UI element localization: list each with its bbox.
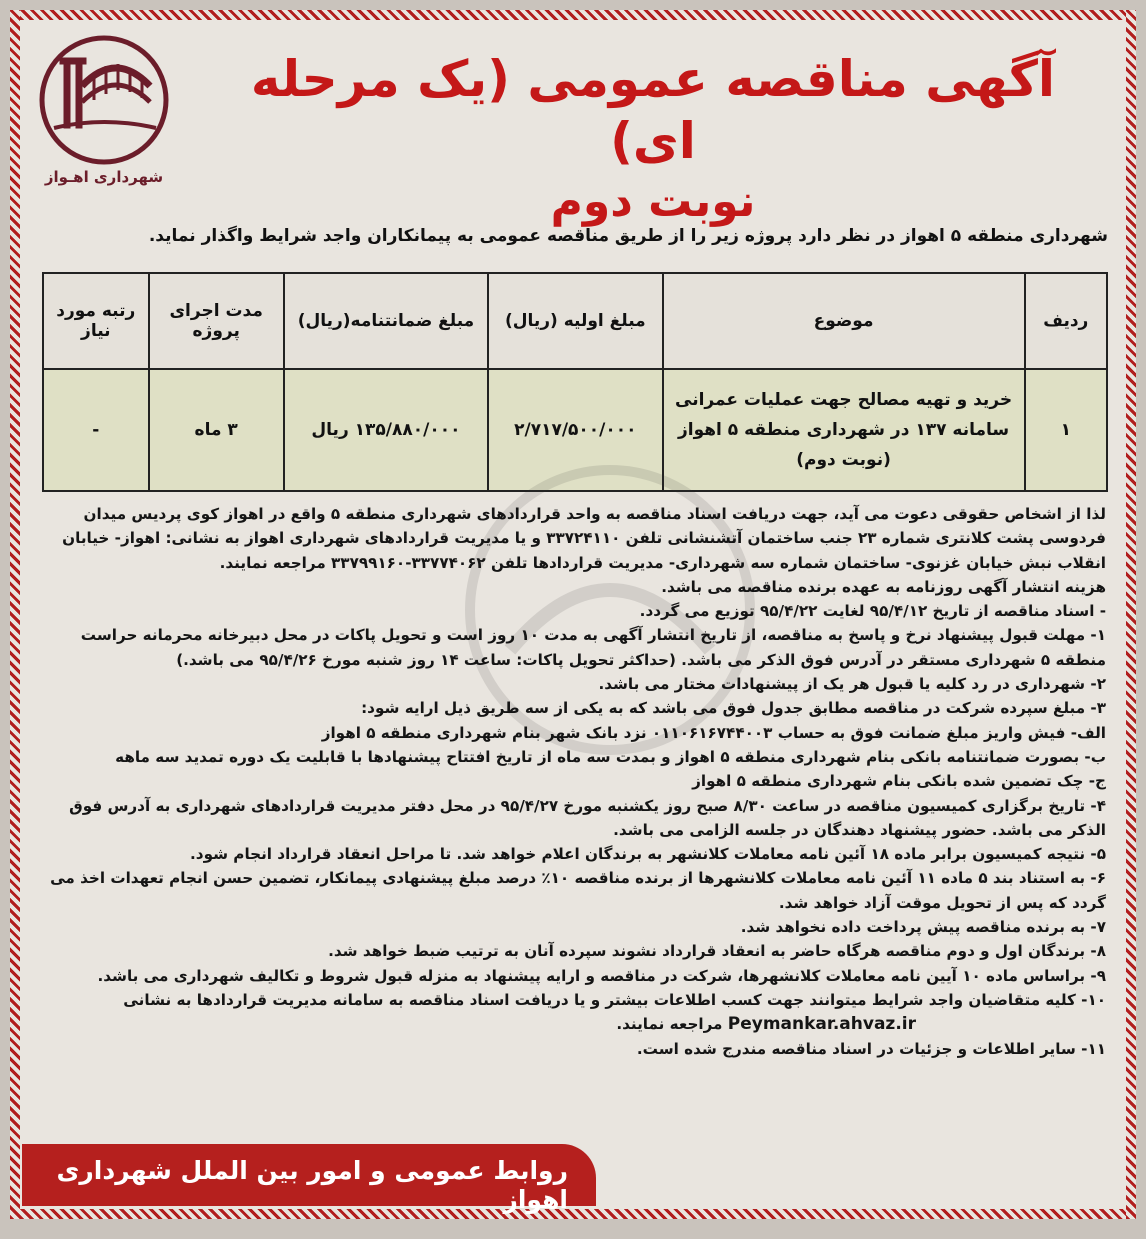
body-paragraph: لذا از اشخاص حقوقی دعوت می آید، جهت دریافت اسناد مناقصه به واحد قراردادهای شهرداری منطقه ۵ واقع در اهواز کوی پردیس میدان فردوسی پشت کلانتری شماره ۲۳ جنب ساختمان آتشنشانی تلفن ۳۳۷۲۴۱۱۰ و یا مدیریت قراردادهای شهرداری اهواز به نشانی: اهواز- خیابان انقلاب نبش خیابان غزنوی- ساختمان شماره سه شهرداری- مدیریت قراردادها تلفن ۳۳۷۷۴۰۶۲-۳۳۷۹۹۱۶۰ مراجعه نمایند. — [62, 505, 1106, 572]
table-header-row — [43, 273, 1107, 369]
body-paragraph: الف- فیش واریز مبلغ ضمانت فوق به حساب ۰۱۱۰۶۱۶۷۴۴۰۰۳ نزد بانک شهر بنام شهرداری منطقه ۵ اهواز — [321, 723, 1106, 742]
cell-subject: خرید و تهیه مصالح جهت عملیات عمرانی سامانه ۱۳۷ در شهرداری منطقه ۵ اهواز (نوبت دوم) — [663, 369, 1025, 491]
notice-body — [36, 502, 1106, 1061]
title-line-1: آگهی مناقصه عمومی (یک مرحله ای) — [250, 50, 1056, 170]
right-border — [1126, 10, 1136, 1219]
body-paragraph: ۹- براساس ماده ۱۰ آیین نامه معاملات کلانشهرها، شرکت در مناقصه و ارایه پیشنهاد به منزله قبول شروط و تکالیف شهرداری می باشد. — [97, 966, 1106, 985]
website-line — [36, 1012, 1106, 1036]
tender-notice-page — [10, 10, 1136, 1219]
footer-text: روابط عمومی و امور بین الملل شهرداری اهواز — [56, 1156, 568, 1214]
cell-initial-amount: ۲/۷۱۷/۵۰۰/۰۰۰ — [488, 369, 662, 491]
header-required-rank: رتبه مورد نیاز — [43, 273, 149, 369]
header-guarantee-amount: مبلغ ضمانتنامه(ریال) — [284, 273, 488, 369]
left-border — [10, 10, 20, 1219]
body-paragraph: ۶- به استناد بند ۵ ماده ۱۱ آئین نامه معاملات کلانشهرها از برنده مناقصه ۱۰٪ درصد مبلغ پیشنهادی پیمانکار، تضمین حسن انجام تعهدات اخذ می گردد که پس از تحویل موقت آزاد خواهد شد. — [50, 869, 1106, 912]
intro-paragraph: شهرداری منطقه ۵ اهواز در نظر دارد پروژه زیر را از طریق مناقصه عمومی به پیمانکاران واجد شرایط واگذار نماید. — [148, 226, 1108, 246]
logo-caption: شهرداری اهـواز — [44, 168, 164, 186]
body-paragraph: ۱۰- کلیه متقاضیان واجد شرایط میتوانند جهت کسب اطلاعات بیشتر و یا دریافت اسناد مناقصه به سامانه مدیریت قراردادها به نشانی — [123, 990, 1106, 1009]
body-paragraph: ۱۱- سایر اطلاعات و جزئیات در اسناد مناقصه مندرج شده است. — [636, 1039, 1106, 1058]
cell-duration: ۳ ماه — [149, 369, 284, 491]
footer-band — [22, 1144, 596, 1214]
notice-title — [210, 48, 1096, 232]
body-paragraph: ج- چک تضمین شده بانکی بنام شهرداری منطقه ۵ اهواز — [692, 772, 1106, 791]
body-paragraph: ۱- مهلت قبول پیشنهاد نرخ و پاسخ به مناقصه، از تاریخ انتشار آگهی به مدت ۱۰ روز است و تحویل پاکات در محل دبیرخانه محرمانه حراست منطقه ۵ شهرداری مستقر در آدرس فوق الذکر می باشد. (حداکثر تحویل پاکات: ساعت ۱۴ روز شنبه مورخ ۹۵/۴/۲۶ می باشد.) — [80, 626, 1106, 669]
header-duration: مدت اجرای پروژه — [149, 273, 284, 369]
title-line-2: نوبت دوم — [550, 176, 756, 227]
body-paragraph: ۴- تاریخ برگزاری کمیسیون مناقصه در ساعت ۸/۳۰ صبح روز یکشنبه مورخ ۹۵/۴/۲۷ در محل دفتر مدیریت قراردادهای شهرداری به آدرس فوق الذکر می باشد. حضور پیشنهاد دهندگان در جلسه الزامی می باشد. — [69, 796, 1106, 839]
body-paragraph: ۳- مبلغ سپرده شرکت در مناقصه مطابق جدول فوق می باشد که به یکی از سه طریق ذیل ارایه شود: — [361, 699, 1106, 718]
body-paragraph: ب- بصورت ضمانتنامه بانکی بنام شهرداری منطقه ۵ اهواز و بمدت سه ماه از تاریخ افتتاح پیشنهادها با قابلیت یک دوره تمدید سه ماهه — [115, 747, 1106, 766]
body-paragraph: ۸- برندگان اول و دوم مناقصه هرگاه حاضر به انعقاد قرارداد نشوند سپرده آنان به ترتیب ضبط خواهد شد. — [328, 942, 1106, 961]
header-row-number: ردیف — [1025, 273, 1107, 369]
header-subject: موضوع — [663, 273, 1025, 369]
ahvaz-municipality-logo — [24, 28, 184, 188]
website-link[interactable]: Peymankar.ahvaz.ir — [727, 1014, 916, 1035]
cell-required-rank: - — [43, 369, 149, 491]
cell-guarantee-amount: ۱۳۵/۸۸۰/۰۰۰ ریال — [284, 369, 488, 491]
cell-row-number: ۱ — [1025, 369, 1107, 491]
body-paragraph: هزینه انتشار آگهی روزنامه به عهده برنده مناقصه می باشد. — [661, 577, 1106, 596]
body-paragraph: ۵- نتیجه کمیسیون برابر ماده ۱۸ آئین نامه معاملات کلانشهر به برندگان اعلام خواهد شد. تا مراحل انعقاد قرارداد انجام شود. — [190, 845, 1106, 864]
header-initial-amount: مبلغ اولیه (ریال) — [488, 273, 662, 369]
refer-text: مراجعه نمایند. — [616, 1015, 723, 1034]
body-paragraph: - اسناد مناقصه از تاریخ ۹۵/۴/۱۲ لغایت ۹۵/۴/۲۲ توزیع می گردد. — [639, 602, 1106, 621]
bridge-emblem-icon — [24, 28, 184, 168]
body-paragraph: ۲- شهرداری در رد کلیه یا قبول هر یک از پیشنهادات مختار می باشد. — [598, 675, 1106, 694]
body-paragraph: ۷- به برنده مناقصه پیش پرداخت داده نخواهد شد. — [740, 918, 1106, 937]
top-border — [10, 10, 1136, 20]
